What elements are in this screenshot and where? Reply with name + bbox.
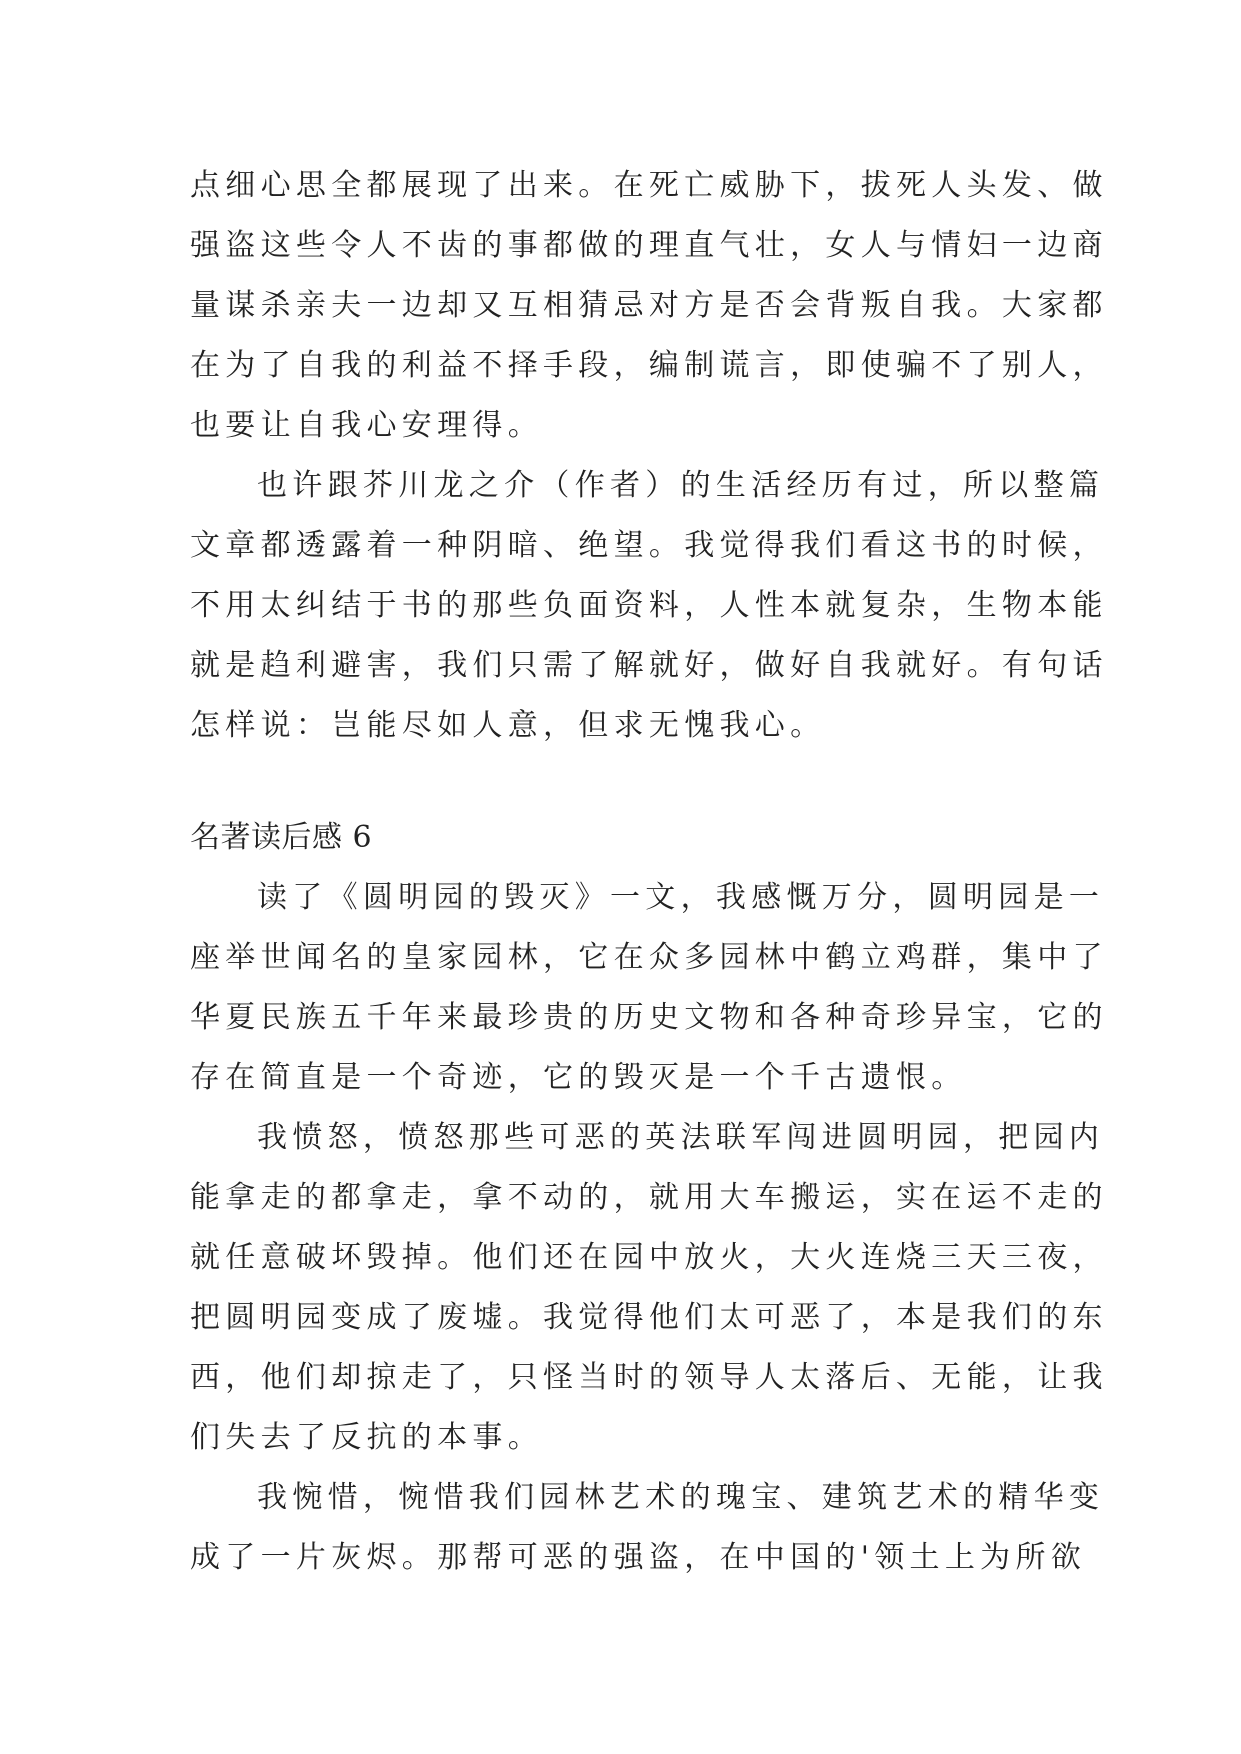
text-line: 就任意破坏毁掉。他们还在园中放火，大火连烧三天三夜， [190,1240,1108,1275]
text-line: 就是趋利避害，我们只需了解就好，做好自我就好。有句话 [190,648,1108,683]
text-line: 在为了自我的利益不择手段，编制谎言，即使骗不了别人， [190,348,1108,383]
text-line: 西，他们却掠走了，只怪当时的领导人太落后、无能，让我 [190,1360,1108,1395]
text-line: 强盗这些令人不齿的事都做的理直气壮，女人与情妇一边商 [190,228,1108,263]
paragraph-intro [190,868,1108,1108]
text-line: 不用太纠结于书的那些负面资料，人性本就复杂，生物本能 [190,588,1108,623]
text-line: 座举世闻名的皇家园林，它在众多园林中鹤立鸡群，集中了 [190,940,1108,975]
text-line: 存在简直是一个奇迹，它的毁灭是一个千古遗恨。 [190,1060,967,1095]
text-line: 文章都透露着一种阴暗、绝望。我觉得我们看这书的时候， [190,528,1108,563]
text-line: 把圆明园变成了废墟。我觉得他们太可恶了，本是我们的东 [190,1300,1108,1335]
document-body [190,156,1108,1588]
paragraph-anger [190,1108,1108,1468]
text-line: 能拿走的都拿走，拿不动的，就用大车搬运，实在运不走的 [190,1180,1108,1215]
paragraph-author-reflection [190,456,1108,756]
text-line: 怎样说：岂能尽如人意，但求无愧我心。 [190,708,826,743]
section-heading: 名著读后感 6 [190,820,373,855]
text-line: 成了一片灰烬。那帮可恶的强盗，在中国的'领土上为所欲 [190,1540,1087,1575]
paragraph-regret [190,1468,1105,1588]
text-line: 量谋杀亲夫一边却又互相猜忌对方是否会背叛自我。大家都 [190,288,1108,323]
text-line: 我愤怒，愤怒那些可恶的英法联军闯进圆明园，把园内 [257,1120,1105,1155]
text-line: 们失去了反抗的本事。 [190,1420,543,1455]
text-line: 点细心思全都展现了出来。在死亡威胁下，拔死人头发、做 [190,168,1108,203]
text-line: 我惋惜，惋惜我们园林艺术的瑰宝、建筑艺术的精华变 [257,1480,1105,1515]
text-line: 也要让自我心安理得。 [190,408,543,443]
paragraph-continued [190,156,1108,456]
text-line: 也许跟芥川龙之介（作者）的生活经历有过，所以整篇 [257,468,1105,503]
text-line: 华夏民族五千年来最珍贵的历史文物和各种奇珍异宝，它的 [190,1000,1108,1035]
text-line: 读了《圆明园的毁灭》一文，我感慨万分，圆明园是一 [257,880,1105,915]
